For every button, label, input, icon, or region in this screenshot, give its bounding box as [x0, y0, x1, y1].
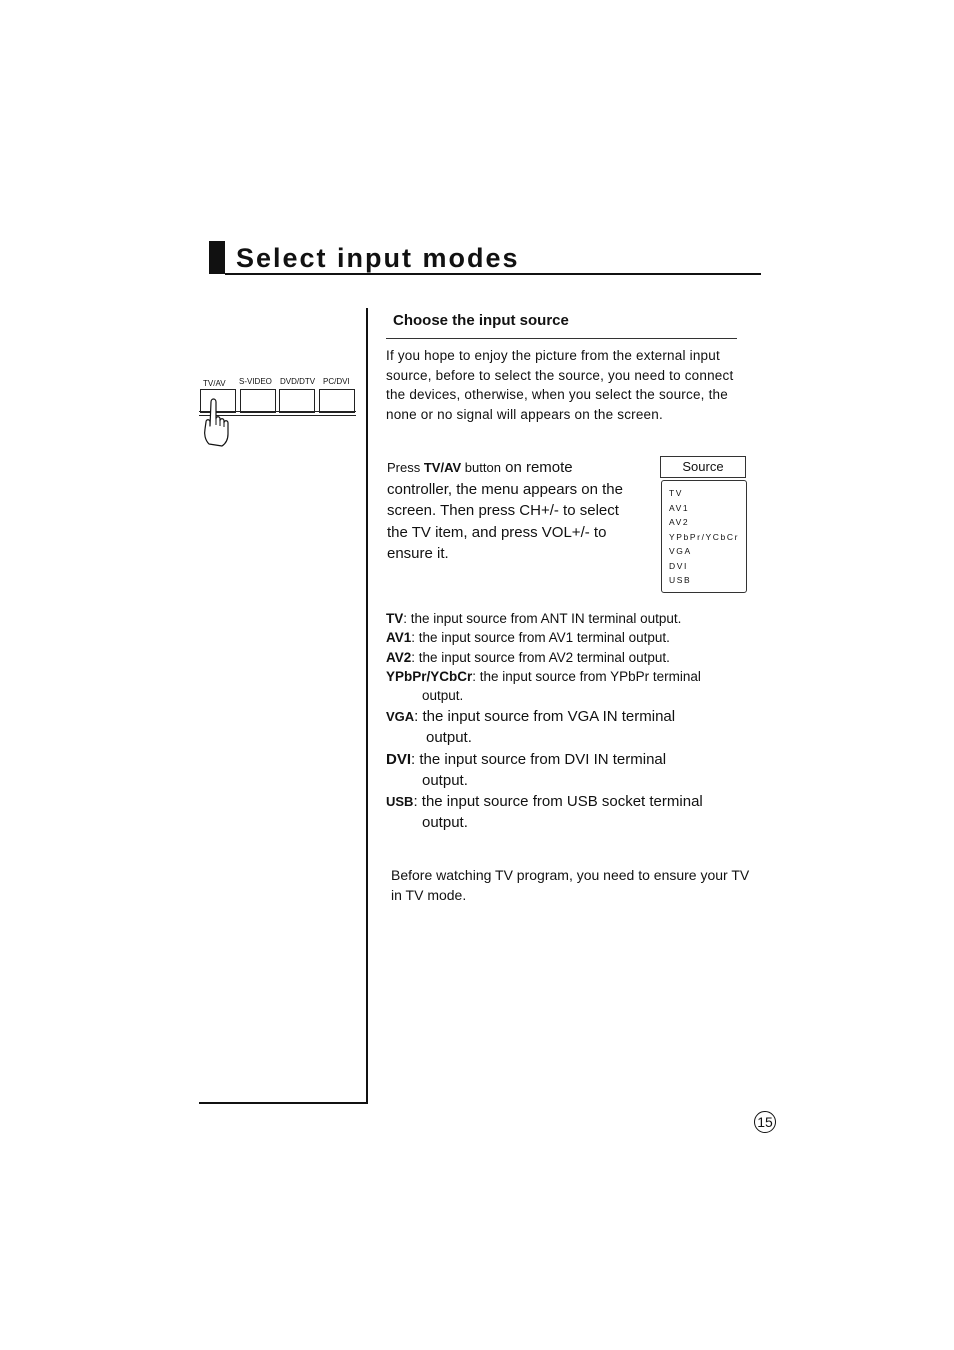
source-menu-title: Source	[660, 456, 746, 478]
definition-term: TV	[386, 611, 404, 626]
definition-continuation: output.	[422, 688, 464, 703]
definition-text: : the input source from AV2 terminal output.	[411, 650, 670, 665]
pcdvi-label: PC/DVI	[323, 377, 350, 386]
definition-continuation: output.	[422, 814, 468, 831]
section-heading: Choose the input source	[393, 312, 569, 329]
dvddtv-button	[279, 389, 315, 413]
definition-text: : the input source from DVI IN terminal	[411, 751, 667, 768]
definition-text: : the input source from YPbPr terminal	[472, 669, 701, 684]
instruction-rest: on remote controller, the menu appears on the screen. Then press CH+/- to select the TV item, and press VOL+/- to ensure it.	[387, 459, 623, 562]
definition-dvi	[386, 749, 666, 791]
definition-continuation: output.	[422, 772, 468, 789]
dvddtv-label: DVD/DTV	[280, 377, 316, 386]
left-column-bottom-rule	[199, 1102, 368, 1104]
definition-usb	[386, 791, 703, 833]
instruction-key: TV/AV	[423, 460, 462, 475]
definition-av1	[386, 628, 670, 647]
source-item-av1: AV1	[669, 502, 690, 513]
svideo-label: S-VIDEO	[239, 377, 272, 386]
svideo-button	[240, 389, 276, 413]
definition-term: AV1	[386, 630, 412, 645]
definition-term: DVI	[386, 751, 412, 768]
section-heading-rule	[386, 338, 737, 339]
column-divider	[366, 308, 368, 1104]
title-bar-mark	[209, 241, 225, 274]
definition-term: AV2	[386, 650, 412, 665]
definition-term: USB	[386, 794, 414, 809]
definition-text: : the input source from VGA IN terminal	[414, 708, 676, 725]
page-title: Select input modes	[236, 243, 520, 273]
source-item-av2: AV2	[669, 517, 690, 527]
definition-text: : the input source from USB socket terminal	[413, 793, 703, 810]
page-number: 15	[754, 1111, 776, 1133]
definition-term: VGA	[386, 709, 415, 724]
pcdvi-button	[319, 389, 355, 413]
instruction-button: button	[461, 460, 501, 475]
source-item-tv: TV	[669, 488, 684, 498]
definition-text: : the input source from ANT IN terminal output.	[403, 611, 682, 626]
source-item-dvi: DVI	[669, 560, 688, 571]
intro-paragraph: If you hope to enjoy the picture from the external input source, before to select the source, you need to connect the devices, otherwise, when you select the source, the none or no signal will appears on the screen.	[386, 348, 734, 422]
definition-text: : the input source from AV1 terminal output.	[411, 630, 670, 645]
source-item-ypbpr: YPbPr/YCbCr	[669, 531, 740, 542]
definition-av2	[386, 648, 670, 667]
title-underline	[225, 273, 761, 275]
definition-ypbpr	[386, 667, 701, 705]
instruction-press: Press	[387, 460, 424, 475]
instruction-paragraph	[387, 457, 632, 565]
tvav-label: TV/AV	[203, 379, 226, 388]
definition-tv	[386, 609, 681, 628]
definition-continuation: output.	[426, 729, 472, 746]
source-item-vga: VGA	[669, 546, 692, 556]
note-paragraph: Before watching TV program, you need to ensure your TV in TV mode.	[391, 867, 750, 903]
definition-vga	[386, 706, 675, 748]
definition-term: YPbPr/YCbCr	[386, 669, 473, 684]
pointing-hand-icon	[198, 392, 238, 452]
source-item-usb: USB	[669, 575, 692, 585]
